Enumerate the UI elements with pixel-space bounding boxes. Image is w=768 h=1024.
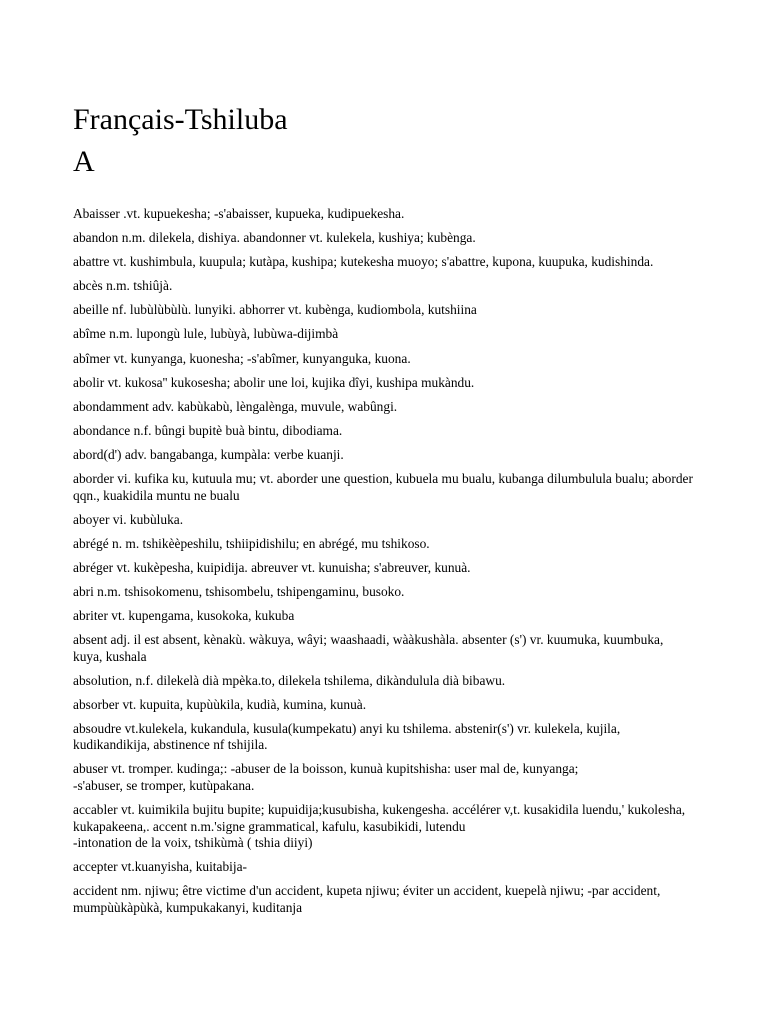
dictionary-entry: abîmer vt. kunyanga, kuonesha; -s'abîmer, kunyanguka, kuona. [73,350,411,366]
dictionary-entry: Abaisser .vt. kupuekesha; -s'abaisser, kupueka, kudipuekesha. [73,206,405,221]
dictionary-entry-list [73,206,693,924]
dictionary-entry: abandon n.m. dilekela, dishiya. abandonner vt. kulekela, kushiya; kubènga. [73,230,476,246]
dictionary-entry: abord(d') adv. bangabanga, kumpàla: verbe kuanji. [73,446,344,462]
dictionary-entry: abondance n.f. bûngi bupitè buà bintu, dibodiama. [73,422,343,438]
dictionary-entry: accepter vt.kuanyisha, kuitabija- [73,859,248,875]
dictionary-entry: abeille nf. lubùlùbùlù. lunyiki. abhorrer vt. kubènga, kudiombola, kutshiina [73,302,477,318]
page-title: Français-Tshiluba [73,103,288,136]
dictionary-entry: absoudre vt.kulekela, kukandula, kusula(kumpekatu) anyi ku tshilema. abstenir(s') vr. kulekela, kujila, kudikandikija, abstinence nf tshijila. [73,720,621,753]
dictionary-entry: aborder vi. kufika ku, kutuula mu; vt. aborder une question, kubuela mu bualu, kubanga dilumbulula bualu; aborder qqn., kuakidila muntu ne bualu [73,471,693,503]
dictionary-entry: abriter vt. kupengama, kusokoka, kukuba [73,608,295,623]
dictionary-entry: accident nm. njiwu; être victime d'un accident, kupeta njiwu; éviter un accident, kuepelà njiwu; -par accident, mumpùùkàpùkà, kumpukakanyi, kuditanja [73,883,661,915]
dictionary-entry: abattre vt. kushimbula, kuupula; kutàpa, kushipa; kutekesha muoyo; s'abattre, kupona, kuupuka, kudishinda. [73,254,654,270]
dictionary-entry: aboyer vi. kubùluka. [73,511,184,527]
dictionary-entry: abolir vt. kukosa'' kukosesha; abolir une loi, kujika dîyi, kushipa mukàndu. [73,374,475,390]
dictionary-entry: absent adj. il est absent, kènakù. wàkuya, wâyi; waashaadi, wààkushàla. absenter (s') vr. kuumuka, kuumbuka, kuya, kushala [73,632,664,664]
dictionary-entry: absolution, n.f. dilekelà dià mpèka.to, dilekela tshilema, dikàndulula dià bibawu. [73,672,506,688]
dictionary-entry: abréger vt. kukèpesha, kuipidija. abreuver vt. kunuisha; s'abreuver, kunuà. [73,559,471,575]
dictionary-entry: abcès n.m. tshiûjà. [73,278,173,294]
dictionary-entry: absorber vt. kupuita, kupùùkila, kudià, kumina, kunuà. [73,696,367,712]
dictionary-entry: abuser vt. tromper. kudinga;: -abuser de la boisson, kunuà kupitshisha: user mal de, kunyanga; -s'abuser, se tromper, kutùpakana. [73,761,579,793]
dictionary-entry: accabler vt. kuimikila bujitu bupite; kupuidija;kusubisha, kukengesha. accélérer v,t. kusakidila luendu,' kukolesha, kukapakeena,. accent n.m.'signe grammatical, kafulu, kasubikidi, lutendu -intonation de la voix, tshikùmà ( tshia diiyi) [73,802,686,851]
dictionary-entry: abondamment adv. kabùkabù, lèngalènga, muvule, wabûngi. [73,398,398,414]
section-letter-heading: A [73,145,95,178]
dictionary-entry: abrégé n. m. tshikèèpeshilu, tshiipidishilu; en abrégé, mu tshikoso. [73,535,430,551]
dictionary-entry: abîme n.m. lupongù lule, lubùyà, lubùwa-dijimbà [73,326,339,342]
dictionary-entry: abri n.m. tshisokomenu, tshisombelu, tshipengaminu, busoko. [73,583,405,599]
